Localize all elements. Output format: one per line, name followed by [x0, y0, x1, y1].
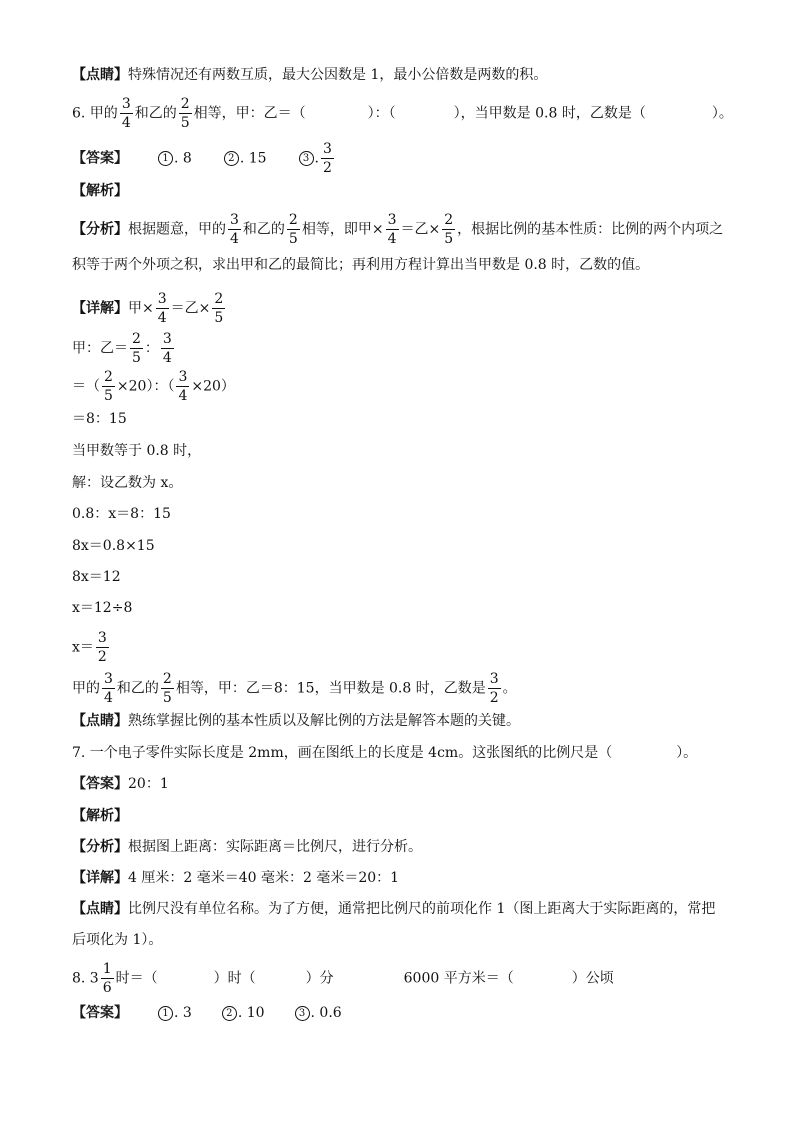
fraction: [156, 292, 169, 325]
question-text: 7. 一个电子零件实际长度是 2mm，画在图纸上的长度是 4cm。这张图纸的比例尺是（: [72, 745, 613, 761]
question-7: [72, 742, 697, 764]
step-text: 。: [502, 680, 517, 697]
note-7-line2: 后项化为 1）。: [72, 932, 163, 948]
step-text: ×20）: [191, 378, 235, 395]
analysis-text: 根据图上距离：实际距离＝比例尺，进行分析。: [128, 839, 422, 855]
circled-number: 1: [158, 1006, 173, 1021]
denominator: 4: [230, 231, 239, 247]
denominator: 4: [387, 231, 397, 247]
denominator: 2: [489, 690, 499, 706]
answer-label: 【答案】: [72, 150, 128, 167]
fraction: [212, 292, 225, 325]
detail-text: ＝乙×: [170, 300, 211, 317]
question-8: [72, 962, 614, 995]
fraction: [488, 672, 501, 705]
circled-number: 3: [295, 1006, 310, 1021]
note-line: [72, 64, 547, 86]
analysis-label: 【分析】: [72, 221, 128, 238]
fraction: [179, 97, 192, 130]
denominator: 6: [102, 980, 112, 996]
circled-number: 2: [222, 1006, 237, 1021]
numerator: 2: [104, 369, 113, 385]
question-text: 时＝（: [115, 970, 158, 987]
denominator: 4: [104, 690, 113, 706]
detail-text: 甲×: [128, 300, 154, 317]
numerator: 1: [102, 961, 112, 977]
analysis-text: 根据题意，甲的: [128, 221, 226, 238]
answer-value: .: [314, 150, 319, 167]
analysis-text: 和乙的: [242, 221, 285, 238]
question-text: ）。: [711, 105, 733, 122]
step-line: 8x＝0.8×15: [72, 538, 155, 554]
analysis-heading: 【解析】: [72, 183, 128, 199]
fraction: [176, 370, 189, 403]
analysis-text: ＝乙×: [400, 221, 441, 238]
step-line: [72, 332, 176, 365]
question-text: ）：（: [367, 105, 396, 122]
fraction: [161, 672, 174, 705]
denominator: 2: [322, 160, 332, 176]
step-line: 解：设乙数为 x。: [72, 475, 183, 491]
fraction: [130, 332, 143, 365]
note-label: 【点睛】: [72, 713, 128, 729]
step-text: ×20）：（: [116, 378, 175, 395]
step-line: [72, 631, 111, 664]
numerator: 2: [180, 96, 190, 112]
numerator: 3: [157, 291, 167, 307]
denominator: 5: [180, 115, 190, 131]
step-text: ：: [144, 340, 159, 357]
answer-value: . 3: [174, 1005, 192, 1021]
step-line: 8x＝12: [72, 569, 121, 585]
answer-8: [72, 1002, 342, 1024]
detail-6: [72, 292, 227, 325]
step-line: 当甲数等于 0.8 时，: [72, 443, 202, 459]
denominator: 5: [444, 231, 454, 247]
question-text: 和乙的: [134, 105, 177, 122]
fraction: [386, 213, 399, 246]
numerator: 3: [322, 141, 332, 157]
fraction: [102, 672, 115, 705]
denominator: 4: [162, 350, 172, 366]
fraction: [161, 332, 174, 365]
fraction: [287, 213, 300, 246]
fraction: [321, 142, 334, 175]
analysis-text: 相等，即甲×: [301, 221, 384, 238]
circled-number: 1: [158, 151, 173, 166]
detail-text: 4 厘米：2 毫米＝40 毫米：2 毫米＝20：1: [128, 870, 400, 886]
denominator: 5: [104, 388, 113, 404]
step-text: ＝（: [72, 378, 100, 395]
answer-label: 【答案】: [72, 1005, 128, 1021]
numerator: 3: [104, 671, 113, 687]
question-text: 6. 甲的: [72, 105, 118, 122]
fraction: [102, 370, 115, 403]
step-line: [72, 370, 235, 403]
answer-value: . 10: [237, 1005, 265, 1021]
denominator: 4: [178, 388, 188, 404]
denominator: 4: [121, 115, 131, 131]
fraction: [120, 97, 133, 130]
question-6: [72, 97, 733, 130]
denominator: 5: [288, 231, 298, 247]
step-text: 和乙的: [116, 680, 159, 697]
step-text: 甲：乙＝: [72, 340, 128, 357]
numerator: 3: [121, 96, 131, 112]
numerator: 3: [387, 212, 397, 228]
denominator: 5: [162, 690, 172, 706]
answer-value: . 8: [174, 150, 192, 167]
circled-number: 2: [224, 151, 239, 166]
numerator: 3: [178, 369, 188, 385]
question-text: 6000 平方米＝（: [403, 970, 514, 987]
numerator: 2: [162, 671, 172, 687]
question-text: 相等，甲：乙＝（: [193, 105, 306, 122]
answer-label: 【答案】: [72, 776, 128, 792]
numerator: 3: [230, 212, 239, 228]
analysis-label: 【分析】: [72, 839, 128, 855]
question-text: ）分: [305, 970, 334, 987]
numerator: 3: [97, 630, 107, 646]
numerator: 3: [162, 331, 172, 347]
question-text: ）公顷: [571, 970, 614, 987]
denominator: 5: [132, 350, 141, 366]
question-text: ）。: [676, 745, 698, 761]
note-text: 比例尺没有单位名称。为了方便，通常把比例尺的前项化作 1（图上距离大于实际距离的，常把: [128, 901, 716, 917]
step-line: x＝12÷8: [72, 600, 133, 616]
conclusion-line: [72, 672, 517, 705]
step-text: x＝: [72, 639, 94, 656]
denominator: 2: [97, 649, 107, 665]
numerator: 2: [288, 212, 298, 228]
answer-6: [72, 142, 336, 175]
step-line: ＝8：15: [72, 411, 127, 427]
step-line: 0.8：x＝8：15: [72, 506, 171, 522]
denominator: 4: [157, 310, 167, 326]
circled-number: 3: [299, 151, 314, 166]
note-label: 【点睛】: [72, 901, 128, 917]
denominator: 5: [214, 310, 224, 326]
numerator: 3: [489, 671, 499, 687]
answer-7: [72, 773, 169, 795]
numerator: 2: [444, 212, 454, 228]
note-label: 【点睛】: [72, 67, 128, 83]
note-7: [72, 898, 715, 920]
step-text: 甲的: [72, 680, 100, 697]
analysis-7: [72, 836, 422, 858]
fraction: [442, 213, 455, 246]
answer-value: . 15: [239, 150, 267, 167]
analysis-text: ，根据比例的基本性质：比例的两个内项之: [457, 221, 724, 238]
detail-label: 【详解】: [72, 870, 128, 886]
note-text: 熟练掌握比例的基本性质以及解比例的方法是解答本题的关键。: [128, 713, 520, 729]
answer-value: 20：1: [128, 776, 169, 792]
detail-7: [72, 867, 399, 889]
fraction: [96, 631, 109, 664]
question-text: ）时（: [213, 970, 256, 987]
detail-label: 【详解】: [72, 300, 128, 317]
question-text: ），当甲数是 0.8 时，乙数是（: [453, 105, 646, 122]
question-text: 8. 3: [72, 970, 99, 987]
note-text: 特殊情况还有两数互质，最大公因数是 1，最小公倍数是两数的积。: [128, 67, 548, 83]
step-text: 相等，甲：乙＝8：15，当甲数是 0.8 时，乙数是: [175, 680, 486, 697]
fraction: [228, 213, 241, 246]
numerator: 2: [132, 331, 141, 347]
answer-value: . 0.6: [310, 1005, 342, 1021]
note-line: [72, 710, 520, 732]
analysis-6: [72, 213, 723, 246]
analysis-heading: 【解析】: [72, 808, 128, 824]
analysis-6-line2: 积等于两个外项之积，求出甲和乙的最简比；再利用方程计算出当甲数是 0.8 时，乙数的值。: [72, 257, 650, 273]
fraction: [101, 962, 114, 995]
numerator: 2: [214, 291, 224, 307]
